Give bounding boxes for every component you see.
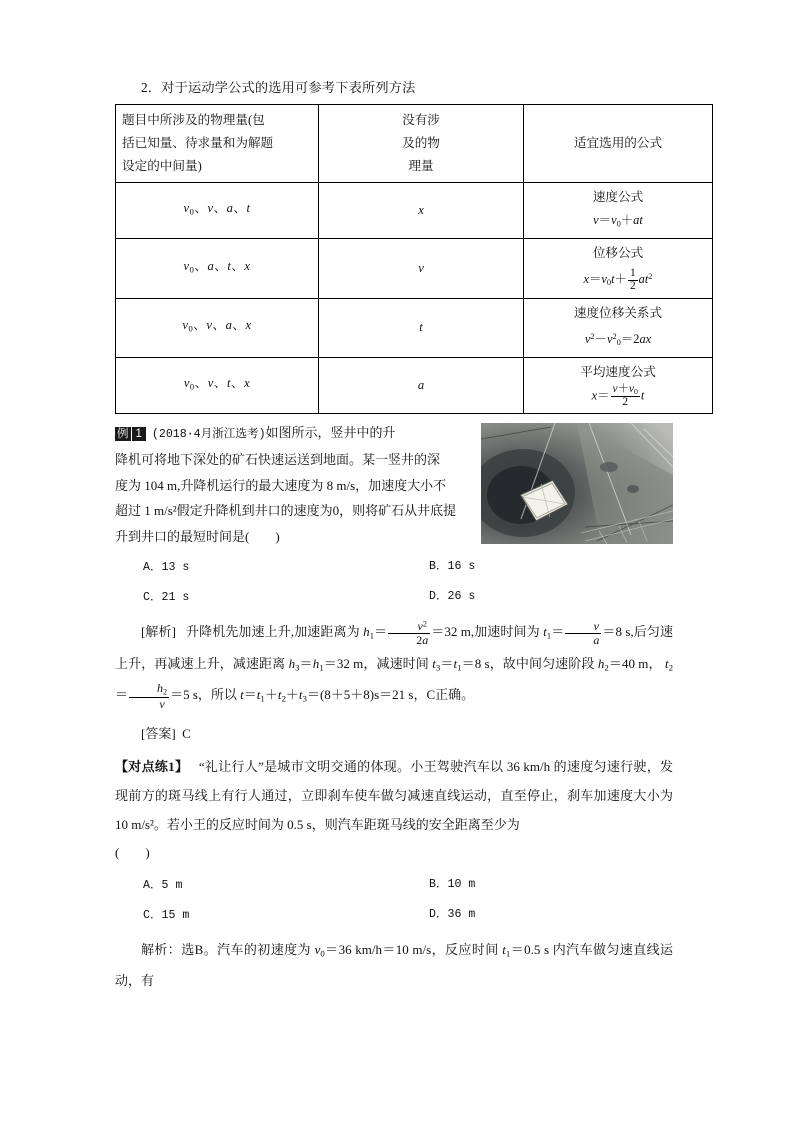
example-body-line-1: 如图所示，竖井中的升: [265, 424, 396, 440]
practice-statement: [115, 752, 673, 839]
page-content: [115, 78, 673, 995]
formula-name: 位移公式: [592, 246, 644, 261]
option-a[interactable]: A．13 s: [143, 561, 190, 575]
example-line-1: [115, 420, 483, 448]
answer-line: [115, 721, 673, 747]
option-row: [115, 552, 673, 582]
formula-selection-table: [115, 104, 713, 414]
practice-line-3: 刹车加速度大小为 10 m/s²。若小王的反应时间为 0.5 s，则汽车距斑马线的安全距离至少为: [115, 787, 673, 832]
row-quantities: $v_0$、v、a、x: [116, 298, 319, 357]
example-line-2: 降机可将地下深处的矿石快速运送到地面。某一竖井的深: [115, 452, 441, 468]
example-line-5: 升到井口的最短时间是( ): [115, 528, 280, 544]
answer-label: [答案]: [141, 725, 176, 741]
example-badge-number: 1: [132, 427, 146, 441]
formula-name: 速度位移关系式: [573, 305, 663, 320]
formula-expression: $x=v_0t+$ $\frac{1}{2}$ $at^2$: [583, 266, 653, 292]
table-header-quantities: 题目中所涉及的物理量(包 括已知量、待求量和为解题 设定的中间量): [116, 105, 319, 183]
row-formula: [524, 239, 713, 298]
mine-shaft-illustration: [481, 423, 673, 544]
practice-answer-parens: ( ): [115, 844, 150, 860]
section-heading: 2．对于运动学公式的选用可参考下表所列方法: [141, 80, 416, 95]
example-options: [115, 552, 673, 612]
row-formula: [524, 357, 713, 413]
answer-value: C: [182, 725, 191, 741]
row-quantities: $v_0$、a、t、x: [116, 239, 319, 298]
option-row: [115, 900, 673, 930]
practice-line-2: 匀速行驶，发现前方的斑马线上有行人通过，立即刹车使车做匀减速直线运动，直至停止，: [115, 758, 673, 803]
row-missing: v: [319, 239, 524, 298]
option-d[interactable]: D．26 s: [429, 590, 476, 604]
formula-expression: $v=v_0+at$: [593, 213, 643, 229]
table-header-formula: 适宜选用的公式: [524, 105, 713, 183]
row-formula: [524, 183, 713, 239]
example-badge-char: 例: [117, 427, 129, 440]
table-header-missing: 没有涉 及的物 理量: [319, 105, 524, 183]
example-line-4: 超过 1 m/s²假定升降机到井口的速度为0，则将矿石从井底提: [115, 503, 457, 519]
practice-option-b[interactable]: B．10 m: [429, 877, 476, 891]
example-line-3: 度为 104 m,升降机运行的最大速度为 8 m/s，加速度大小不: [115, 477, 447, 493]
row-missing: x: [319, 183, 524, 239]
practice-option-c[interactable]: C．15 m: [143, 908, 190, 922]
table-row: [116, 183, 713, 239]
row-quantities: $v_0$、v、a、t: [116, 183, 319, 239]
practice-option-d[interactable]: D．36 m: [429, 907, 476, 921]
analysis-label: [解析]: [141, 624, 176, 640]
formula-expression: $v^2-v^2_0=2ax$: [584, 330, 652, 347]
practice-solution: 解析：选B。汽车的初速度为 $v_0=36$ km/h＝10 m/s，反应时间 $t_1=0.5$ s 内汽车做匀速直线运动，有: [115, 941, 673, 989]
option-row: [115, 582, 673, 612]
formula-name: 平均速度公式: [580, 364, 656, 379]
practice-title: 【对点练1】: [115, 758, 189, 774]
practice-options: [115, 870, 673, 930]
example-source: (2018·4月浙江选考): [151, 427, 266, 441]
table-row: [116, 298, 713, 357]
option-c[interactable]: C．21 s: [143, 591, 190, 605]
row-formula: [524, 298, 713, 357]
option-b[interactable]: B．16 s: [429, 560, 476, 574]
practice-line-1: “礼让行人”是城市文明交通的体现。小王驾驶汽车以 36 km/h 的速度: [198, 758, 594, 774]
option-row: [115, 870, 673, 900]
table-row: [116, 357, 713, 413]
practice-option-a[interactable]: A．5 m: [143, 878, 183, 892]
row-quantities: $v_0$、v、t、x: [116, 357, 319, 413]
analysis-paragraph: [解析] 升降机先加速上升,加速距离为 $h_1=$ $\frac{v^2}{2a}$ ＝32 m,加速时间为 $t_1=$ $\frac{v}{a}$ ＝8 s,后匀速上升，再减速上升，减速距离 $h_3=h_1=32$ m，减速时间 $t_3=t_1=8$ s，故中间匀速阶段 $h_2=40$ m， $t_2=$ $\frac{h_2}{v}$ ＝5 s，所以 $t=t_1+t_2+t_3=(8+5+8)s=21$ s，C正确。: [115, 619, 673, 711]
example-block: [115, 420, 673, 747]
mine-shaft-photo: [481, 423, 673, 544]
table-header-row: [116, 105, 713, 183]
practice-block: [115, 752, 673, 995]
row-missing: a: [319, 357, 524, 413]
row-missing: t: [319, 298, 524, 357]
formula-expression: x＝ $\frac{v+v_0}{2}$ t: [591, 382, 645, 408]
table-row: [116, 239, 713, 298]
formula-name: 速度公式: [592, 190, 644, 204]
